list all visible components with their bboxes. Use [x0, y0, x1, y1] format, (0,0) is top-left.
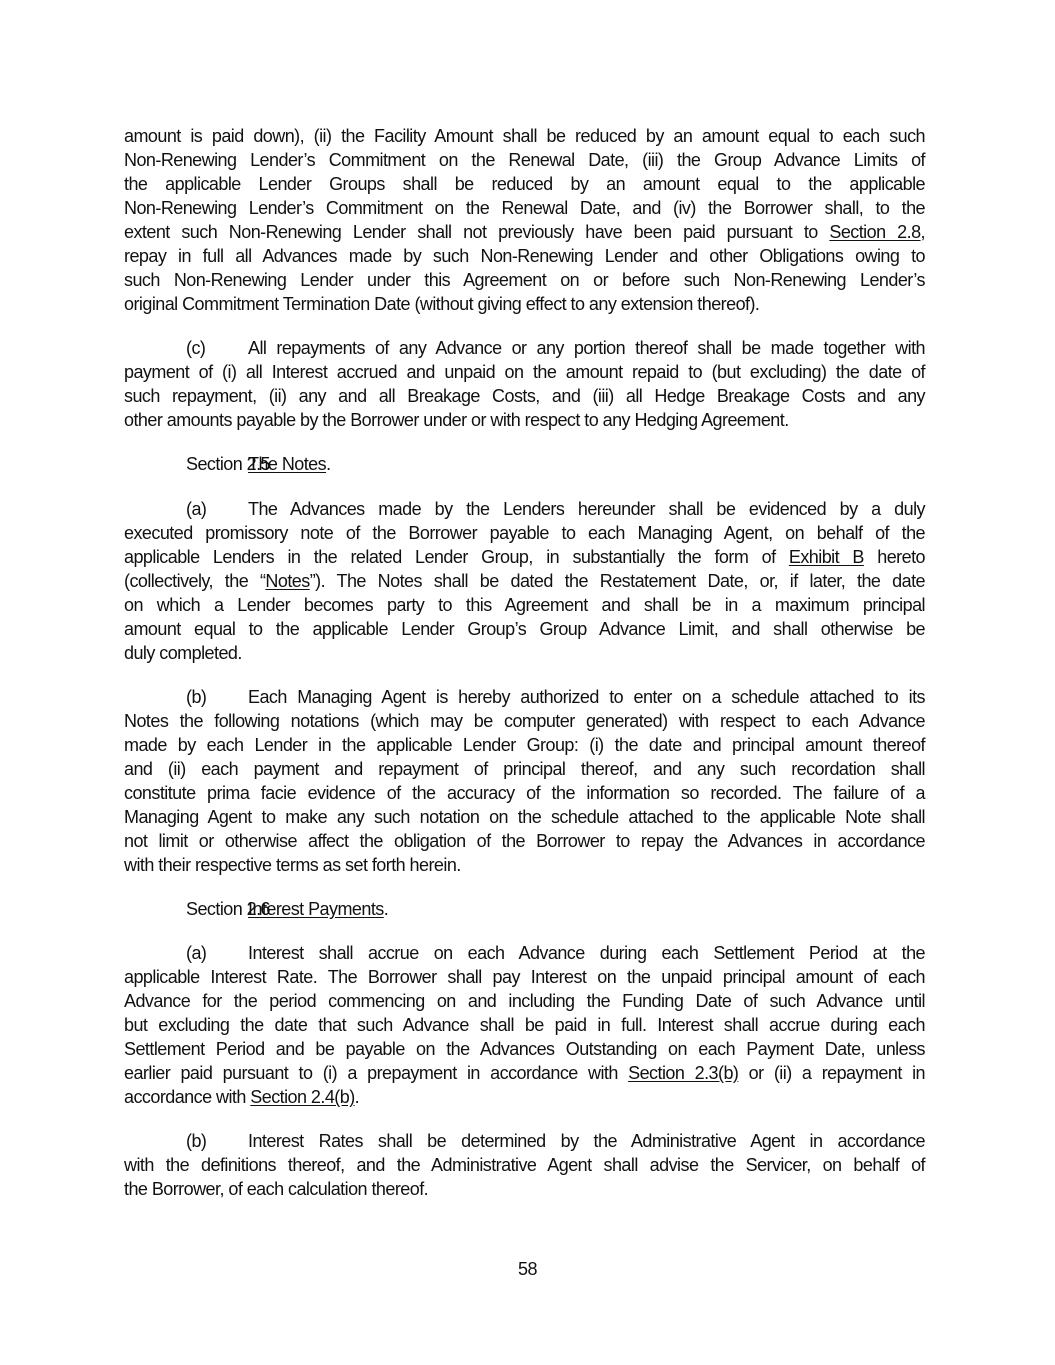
text-line — [186, 1129, 925, 1153]
text-line — [124, 1085, 925, 1109]
text-span: applicable Lenders in the related Lender Group, in substantially the form of — [124, 547, 789, 567]
text-line: the applicable Lender Groups shall be reduced by an amount equal to the applicable — [124, 174, 925, 194]
text-line: made by each Lender in the applicable Lender Group: (i) the date and principal amount thereof — [124, 735, 925, 755]
text-line — [186, 497, 925, 521]
text-line — [186, 685, 925, 709]
text-line — [124, 569, 925, 593]
text-line: not limit or otherwise affect the obligation of the Borrower to repay the Advances in accordance — [124, 831, 925, 851]
text-line: other amounts payable by the Borrower under or with respect to any Hedging Agreement. — [124, 410, 789, 430]
text-span: Interest shall accrue on each Advance during each Settlement Period at the — [248, 943, 925, 963]
text-span: Each Managing Agent is hereby authorized to enter on a schedule attached to its — [248, 687, 925, 707]
text-line: repay in full all Advances made by such Non-Renewing Lender and other Obligations owing to — [124, 246, 925, 266]
section-number: Section 2.6 — [186, 899, 271, 919]
text-line — [124, 545, 925, 569]
text-span: . — [326, 454, 331, 474]
clause-label: (b) — [186, 1131, 207, 1151]
text-line: such repayment, (ii) any and all Breakage Costs, and (iii) all Hedge Breakage Costs and any — [124, 386, 925, 406]
text-span: ”). The Notes shall be dated the Restatement Date, or, if later, the date — [309, 571, 925, 591]
text-span: . — [383, 899, 389, 919]
text-line: Managing Agent to make any such notation on the schedule attached to the applicable Note shall — [124, 807, 925, 827]
section-2-3-b-link[interactable]: Section 2.3(b) — [628, 1063, 739, 1083]
text-span: All repayments of any Advance or any portion thereof shall be made together with — [248, 338, 925, 358]
text-span: , — [920, 222, 925, 242]
section-2-4-b-link[interactable]: Section 2.4(b) — [250, 1087, 355, 1107]
text-line: executed promissory note of the Borrower payable to each Managing Agent, on behalf of the — [124, 523, 925, 543]
text-line: applicable Interest Rate. The Borrower shall pay Interest on the unpaid principal amount of each — [124, 967, 925, 987]
text-span: extent such Non-Renewing Lender shall not previously have been paid pursuant to — [124, 222, 830, 242]
text-line: Settlement Period and be payable on the Advances Outstanding on each Payment Date, unless — [124, 1039, 925, 1059]
text-line — [124, 1061, 925, 1085]
text-line: with the definitions thereof, and the Administrative Agent shall advise the Servicer, on behalf of — [124, 1155, 925, 1175]
text-line: original Commitment Termination Date (without giving effect to any extension thereof). — [124, 294, 760, 314]
text-line — [186, 336, 925, 360]
text-line: constitute prima facie evidence of the accuracy of the information so recorded. The failure of a — [124, 783, 925, 803]
clause-label: (b) — [186, 687, 207, 707]
text-line: the Borrower, of each calculation thereof. — [124, 1179, 429, 1199]
notes-defined-term: Notes — [265, 571, 310, 591]
text-line: with their respective terms as set forth herein. — [124, 855, 461, 875]
text-line: Non-Renewing Lender’s Commitment on the Renewal Date, (iii) the Group Advance Limits of — [124, 150, 925, 170]
exhibit-b-link[interactable]: Exhibit B — [788, 547, 864, 567]
text-span: . — [354, 1087, 360, 1107]
section-title: Interest Payments — [248, 899, 384, 919]
text-line: duly completed. — [124, 643, 242, 663]
text-line — [124, 220, 925, 244]
text-line: Notes the following notations (which may be computer generated) with respect to each Advance — [124, 711, 925, 731]
text-span: hereto — [863, 547, 925, 567]
text-line: amount equal to the applicable Lender Group’s Group Advance Limit, and shall otherwise be — [124, 619, 925, 639]
text-line — [186, 941, 925, 965]
clause-label: (c) — [186, 338, 206, 358]
section-heading-2-6 — [186, 897, 388, 921]
text-span: or (ii) a repayment in — [738, 1063, 925, 1083]
text-line: Non-Renewing Lender’s Commitment on the Renewal Date, and (iv) the Borrower shall, to the — [124, 198, 925, 218]
text-line: payment of (i) all Interest accrued and unpaid on the amount repaid to (but excluding) the date of — [124, 362, 925, 382]
text-line: amount is paid down), (ii) the Facility Amount shall be reduced by an amount equal to each such — [124, 126, 925, 146]
text-span: (collectively, the “ — [124, 571, 266, 591]
text-span: Interest Rates shall be determined by the Administrative Agent in accordance — [248, 1131, 925, 1151]
section-title: The Notes — [248, 454, 327, 474]
text-line: and (ii) each payment and repayment of principal thereof, and any such recordation shall — [124, 759, 925, 779]
text-line: such Non-Renewing Lender under this Agreement on or before such Non-Renewing Lender’s — [124, 270, 925, 290]
section-2-8-link[interactable]: Section 2.8 — [829, 222, 921, 242]
text-line: Advance for the period commencing on and including the Funding Date of such Advance until — [124, 991, 925, 1011]
text-span: earlier paid pursuant to (i) a prepayment in accordance with — [124, 1063, 629, 1083]
text-span: accordance with — [124, 1087, 251, 1107]
clause-label: (a) — [186, 943, 207, 963]
section-heading-2-5 — [186, 452, 331, 476]
page-number: 58 — [518, 1259, 537, 1279]
text-span: The Advances made by the Lenders hereunder shall be evidenced by a duly — [248, 499, 925, 519]
text-line: but excluding the date that such Advance shall be paid in full. Interest shall accrue during each — [124, 1015, 925, 1035]
clause-label: (a) — [186, 499, 207, 519]
section-number: Section 2.5 — [186, 454, 271, 474]
text-line: on which a Lender becomes party to this Agreement and shall be in a maximum principal — [124, 595, 925, 615]
